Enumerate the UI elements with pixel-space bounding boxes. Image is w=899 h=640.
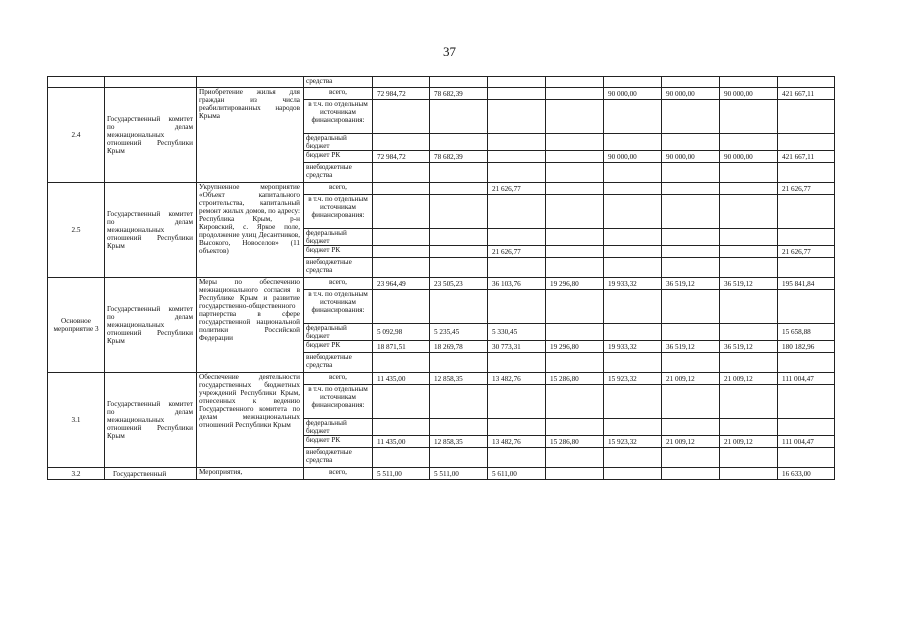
table-row bbox=[48, 468, 835, 480]
value-cell bbox=[778, 448, 835, 468]
measure-name-cell: Мероприятия, bbox=[197, 468, 304, 480]
value-cell bbox=[778, 229, 835, 246]
value-cell: 15 286,80 bbox=[546, 436, 604, 448]
value-cell bbox=[720, 163, 778, 183]
value-cell bbox=[430, 246, 488, 258]
value-cell: 72 984,72 bbox=[373, 88, 430, 100]
value-cell bbox=[604, 258, 662, 278]
funding-source-cell: внебюджетные средства bbox=[304, 448, 373, 468]
funding-source-cell: федеральный бюджет bbox=[304, 419, 373, 436]
value-cell bbox=[778, 258, 835, 278]
value-cell: 21 626,77 bbox=[488, 183, 546, 195]
value-cell bbox=[546, 448, 604, 468]
value-cell bbox=[430, 229, 488, 246]
value-cell bbox=[720, 324, 778, 341]
funding-source-cell: федеральный бюджет bbox=[304, 134, 373, 151]
executor-cell: Государственный комитет по делам межнациональных отношений Республики Крым bbox=[105, 373, 197, 468]
value-cell: 90 000,00 bbox=[662, 88, 720, 100]
value-cell bbox=[546, 468, 604, 480]
executor-cell: Государственный bbox=[105, 468, 197, 480]
value-cell: 21 009,12 bbox=[720, 436, 778, 448]
funding-source-cell: в т.ч. по отдельным источникам финансирования: bbox=[304, 100, 373, 134]
value-cell bbox=[720, 246, 778, 258]
value-cell bbox=[546, 419, 604, 436]
funding-source-cell: всего, bbox=[304, 468, 373, 480]
value-cell bbox=[720, 290, 778, 324]
measure-name-cell: Обеспечение деятельности государственных бюджетных учреждений Республики Крым, отнесенных к ведению Государственного комитета по делам межнациональных отношений Республики Крым bbox=[197, 373, 304, 468]
measure-name-cell: Приобретение жилья для граждан из числа реабилитированных народов Крыма bbox=[197, 88, 304, 183]
value-cell bbox=[720, 183, 778, 195]
value-cell bbox=[604, 195, 662, 229]
value-cell bbox=[430, 385, 488, 419]
value-cell bbox=[662, 468, 720, 480]
value-cell bbox=[373, 258, 430, 278]
executor-cell: Государственный комитет по делам межнациональных отношений Республики Крым bbox=[105, 183, 197, 278]
value-cell bbox=[488, 258, 546, 278]
value-cell: 36 519,12 bbox=[720, 278, 778, 290]
value-cell: 36 519,12 bbox=[720, 341, 778, 353]
value-cell: 180 182,96 bbox=[778, 341, 835, 353]
table-row bbox=[48, 77, 835, 88]
value-cell bbox=[604, 229, 662, 246]
value-cell: 21 626,77 bbox=[778, 183, 835, 195]
value-cell bbox=[546, 324, 604, 341]
value-cell bbox=[373, 353, 430, 373]
value-cell: 78 682,39 bbox=[430, 88, 488, 100]
value-cell: 36 519,12 bbox=[662, 278, 720, 290]
value-cell bbox=[720, 353, 778, 373]
value-cell bbox=[373, 163, 430, 183]
value-cell: 5 511,00 bbox=[430, 468, 488, 480]
value-cell bbox=[662, 290, 720, 324]
value-cell bbox=[720, 468, 778, 480]
value-cell bbox=[720, 385, 778, 419]
value-cell bbox=[488, 229, 546, 246]
value-cell bbox=[546, 163, 604, 183]
value-cell bbox=[373, 385, 430, 419]
value-cell: 15 658,88 bbox=[778, 324, 835, 341]
value-cell bbox=[778, 77, 835, 88]
value-cell bbox=[778, 385, 835, 419]
value-cell: 19 296,80 bbox=[546, 278, 604, 290]
value-cell: 19 296,80 bbox=[546, 341, 604, 353]
value-cell bbox=[430, 419, 488, 436]
row-number-cell: Основное мероприятие 3 bbox=[48, 278, 105, 373]
value-cell bbox=[373, 134, 430, 151]
value-cell: 111 004,47 bbox=[778, 436, 835, 448]
value-cell: 11 435,00 bbox=[373, 436, 430, 448]
value-cell bbox=[546, 77, 604, 88]
executor-cell: Государственный комитет по делам межнациональных отношений Республики Крым bbox=[105, 88, 197, 183]
value-cell bbox=[546, 183, 604, 195]
value-cell bbox=[373, 290, 430, 324]
value-cell bbox=[373, 183, 430, 195]
value-cell bbox=[662, 448, 720, 468]
name-cell bbox=[197, 77, 304, 88]
value-cell bbox=[604, 246, 662, 258]
value-cell: 21 626,77 bbox=[488, 246, 546, 258]
value-cell bbox=[604, 77, 662, 88]
table-row bbox=[48, 183, 835, 195]
value-cell bbox=[720, 77, 778, 88]
value-cell bbox=[546, 290, 604, 324]
measure-name-cell: Меры по обеспечению межнационального согласия в Республике Крым и развитие государственно-общественного партнерства в сфере государственной национальной политики Российской Федерации bbox=[197, 278, 304, 373]
value-cell bbox=[373, 100, 430, 134]
value-cell: 21 009,12 bbox=[720, 373, 778, 385]
value-cell bbox=[488, 77, 546, 88]
value-cell bbox=[778, 134, 835, 151]
value-cell bbox=[373, 77, 430, 88]
value-cell bbox=[604, 100, 662, 134]
value-cell: 19 933,32 bbox=[604, 341, 662, 353]
value-cell bbox=[604, 385, 662, 419]
value-cell: 421 667,11 bbox=[778, 151, 835, 163]
measure-name-cell: Укрупненное мероприятие «Объект капитального строительства, капитальный ремонт жилых домов, по адресу: Республика Крым, р-н Кировский, с. Яркое поле, продолжение улиц Десантников, Высокого, Новоселов» (11 объектов) bbox=[197, 183, 304, 278]
value-cell bbox=[430, 134, 488, 151]
value-cell: 111 004,47 bbox=[778, 373, 835, 385]
value-cell bbox=[662, 229, 720, 246]
page-number: 37 bbox=[443, 44, 456, 59]
value-cell bbox=[662, 385, 720, 419]
value-cell: 19 933,32 bbox=[604, 278, 662, 290]
value-cell bbox=[373, 195, 430, 229]
row-number-cell: 2.4 bbox=[48, 88, 105, 183]
budget-table bbox=[47, 76, 835, 480]
funding-source-cell: внебюджетные средства bbox=[304, 163, 373, 183]
value-cell bbox=[604, 134, 662, 151]
table-row bbox=[48, 88, 835, 100]
value-cell bbox=[546, 134, 604, 151]
value-cell bbox=[720, 195, 778, 229]
value-cell bbox=[604, 448, 662, 468]
value-cell bbox=[373, 448, 430, 468]
value-cell bbox=[546, 195, 604, 229]
value-cell: 90 000,00 bbox=[604, 88, 662, 100]
value-cell bbox=[546, 385, 604, 419]
funding-source-cell: в т.ч. по отдельным источникам финансирования: bbox=[304, 385, 373, 419]
value-cell: 16 633,00 bbox=[778, 468, 835, 480]
table-row bbox=[48, 373, 835, 385]
value-cell bbox=[546, 100, 604, 134]
value-cell: 90 000,00 bbox=[720, 151, 778, 163]
value-cell: 23 964,49 bbox=[373, 278, 430, 290]
value-cell bbox=[662, 77, 720, 88]
value-cell: 5 330,45 bbox=[488, 324, 546, 341]
value-cell: 5 235,45 bbox=[430, 324, 488, 341]
value-cell bbox=[546, 229, 604, 246]
value-cell bbox=[430, 353, 488, 373]
value-cell bbox=[720, 100, 778, 134]
value-cell bbox=[488, 353, 546, 373]
value-cell bbox=[604, 353, 662, 373]
value-cell bbox=[430, 163, 488, 183]
source-cell: средства bbox=[304, 77, 373, 88]
value-cell bbox=[373, 229, 430, 246]
value-cell: 18 269,78 bbox=[430, 341, 488, 353]
value-cell bbox=[430, 100, 488, 134]
value-cell: 30 773,31 bbox=[488, 341, 546, 353]
funding-source-cell: всего, bbox=[304, 88, 373, 100]
value-cell bbox=[546, 151, 604, 163]
value-cell: 5 611,00 bbox=[488, 468, 546, 480]
executor-cell: Государственный комитет по делам межнациональных отношений Республики Крым bbox=[105, 278, 197, 373]
value-cell: 21 009,12 bbox=[662, 373, 720, 385]
value-cell bbox=[662, 100, 720, 134]
value-cell bbox=[430, 258, 488, 278]
row-number-cell: 3.1 bbox=[48, 373, 105, 468]
value-cell: 72 984,72 bbox=[373, 151, 430, 163]
value-cell bbox=[720, 134, 778, 151]
value-cell: 15 923,32 bbox=[604, 436, 662, 448]
funding-source-cell: внебюджетные средства bbox=[304, 258, 373, 278]
value-cell: 13 482,76 bbox=[488, 436, 546, 448]
value-cell: 12 858,35 bbox=[430, 373, 488, 385]
value-cell bbox=[604, 419, 662, 436]
value-cell bbox=[373, 246, 430, 258]
value-cell bbox=[604, 163, 662, 183]
value-cell bbox=[662, 353, 720, 373]
value-cell bbox=[488, 448, 546, 468]
funding-source-cell: бюджет РК bbox=[304, 246, 373, 258]
value-cell bbox=[662, 419, 720, 436]
value-cell: 195 841,84 bbox=[778, 278, 835, 290]
value-cell bbox=[488, 134, 546, 151]
value-cell bbox=[546, 353, 604, 373]
value-cell: 5 511,00 bbox=[373, 468, 430, 480]
value-cell bbox=[488, 100, 546, 134]
funding-source-cell: всего, bbox=[304, 373, 373, 385]
value-cell bbox=[778, 100, 835, 134]
value-cell: 15 923,32 bbox=[604, 373, 662, 385]
value-cell bbox=[778, 163, 835, 183]
value-cell: 36 103,76 bbox=[488, 278, 546, 290]
row-number-cell: 3.2 bbox=[48, 468, 105, 480]
value-cell bbox=[488, 290, 546, 324]
funding-source-cell: в т.ч. по отдельным источникам финансирования: bbox=[304, 290, 373, 324]
value-cell bbox=[546, 88, 604, 100]
value-cell: 5 092,98 bbox=[373, 324, 430, 341]
value-cell: 90 000,00 bbox=[604, 151, 662, 163]
value-cell bbox=[778, 290, 835, 324]
funding-source-cell: бюджет РК bbox=[304, 341, 373, 353]
value-cell: 21 009,12 bbox=[662, 436, 720, 448]
value-cell bbox=[604, 468, 662, 480]
value-cell bbox=[720, 258, 778, 278]
funding-source-cell: федеральный бюджет bbox=[304, 229, 373, 246]
value-cell bbox=[430, 290, 488, 324]
value-cell bbox=[662, 163, 720, 183]
value-cell bbox=[720, 419, 778, 436]
value-cell bbox=[778, 419, 835, 436]
value-cell bbox=[604, 183, 662, 195]
value-cell bbox=[662, 258, 720, 278]
value-cell bbox=[778, 353, 835, 373]
value-cell: 12 858,35 bbox=[430, 436, 488, 448]
funding-source-cell: в т.ч. по отдельным источникам финансирования: bbox=[304, 195, 373, 229]
value-cell bbox=[720, 229, 778, 246]
value-cell bbox=[662, 246, 720, 258]
value-cell: 21 626,77 bbox=[778, 246, 835, 258]
value-cell: 18 871,51 bbox=[373, 341, 430, 353]
value-cell bbox=[662, 195, 720, 229]
value-cell: 15 286,80 bbox=[546, 373, 604, 385]
value-cell bbox=[373, 419, 430, 436]
value-cell: 11 435,00 bbox=[373, 373, 430, 385]
value-cell bbox=[488, 195, 546, 229]
value-cell bbox=[430, 448, 488, 468]
value-cell: 90 000,00 bbox=[662, 151, 720, 163]
funding-source-cell: всего, bbox=[304, 278, 373, 290]
value-cell: 23 505,23 bbox=[430, 278, 488, 290]
value-cell bbox=[488, 88, 546, 100]
value-cell bbox=[430, 183, 488, 195]
value-cell bbox=[604, 324, 662, 341]
value-cell: 13 482,76 bbox=[488, 373, 546, 385]
funding-source-cell: бюджет РК bbox=[304, 436, 373, 448]
value-cell bbox=[488, 163, 546, 183]
value-cell bbox=[430, 77, 488, 88]
value-cell bbox=[662, 183, 720, 195]
funding-source-cell: внебюджетные средства bbox=[304, 353, 373, 373]
value-cell bbox=[662, 134, 720, 151]
value-cell bbox=[546, 258, 604, 278]
funding-source-cell: федеральный бюджет bbox=[304, 324, 373, 341]
value-cell bbox=[488, 151, 546, 163]
value-cell bbox=[778, 195, 835, 229]
row-number-cell: 2.5 bbox=[48, 183, 105, 278]
value-cell bbox=[488, 385, 546, 419]
value-cell: 78 682,39 bbox=[430, 151, 488, 163]
value-cell bbox=[430, 195, 488, 229]
value-cell: 36 519,12 bbox=[662, 341, 720, 353]
funding-source-cell: всего, bbox=[304, 183, 373, 195]
value-cell bbox=[546, 246, 604, 258]
value-cell bbox=[662, 324, 720, 341]
funding-source-cell: бюджет РК bbox=[304, 151, 373, 163]
table-row bbox=[48, 278, 835, 290]
value-cell bbox=[720, 448, 778, 468]
num-cell bbox=[48, 77, 105, 88]
value-cell: 90 000,00 bbox=[720, 88, 778, 100]
value-cell bbox=[488, 419, 546, 436]
value-cell bbox=[604, 290, 662, 324]
executor-cell bbox=[105, 77, 197, 88]
value-cell: 421 667,11 bbox=[778, 88, 835, 100]
